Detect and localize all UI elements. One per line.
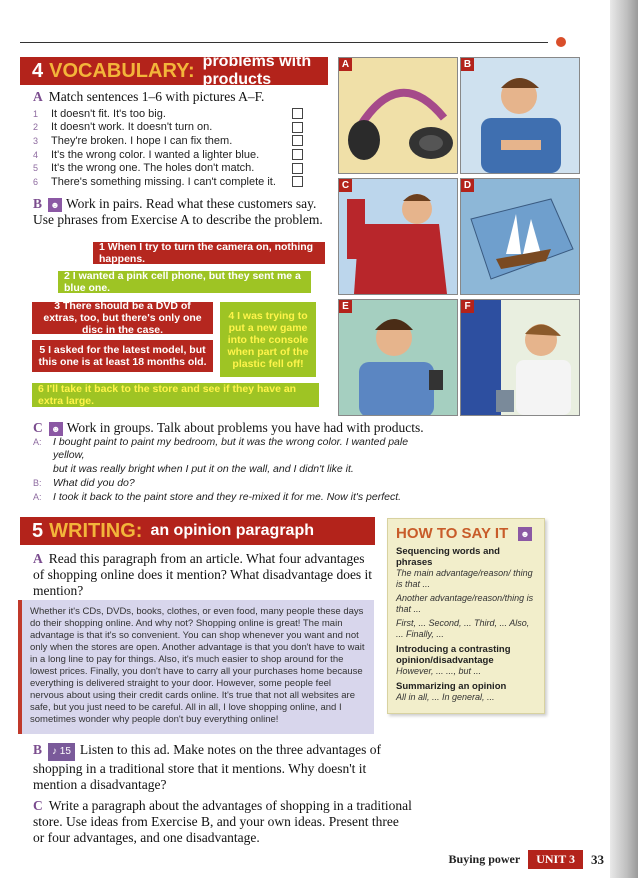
picture-c [338,178,458,295]
page-footer [449,850,604,869]
exercise-letter: A [33,89,43,104]
picture-e [338,299,458,416]
dialog-text: I took it back to the paint store and they re-mixed it for me. Now it's perfect. [53,491,402,503]
box-phrase: The main advantage/reason/ thing is that ... [396,568,533,589]
picture-label: F [461,300,474,313]
dialog-line [33,436,433,462]
box-title: HOW TO SAY IT [396,525,509,542]
box-subheading: Sequencing words and phrases [396,546,500,568]
box-phrase: Another advantage/reason/thing is that ... [396,593,534,614]
confused-person-illustration [339,300,457,415]
painting-woman-illustration [461,300,579,415]
dialog-line [33,491,433,504]
item-number: 4 [33,149,39,160]
speech-bubble-2: 2 I wanted a pink cell phone, but they sent me a blue one. [58,271,311,293]
example-dialog [33,436,433,505]
item-number: 5 [33,163,39,174]
exercise-letter: A [33,551,43,566]
list-item [33,121,303,135]
sweater-illustration [339,179,457,294]
exercise-4b [33,196,343,228]
exercise-instruction: Write a paragraph about the advantages of shopping in a traditional store. Use ideas from Exercise B, and your own ideas. Present three or four advantages, and one disadvantage. [33,798,412,845]
list-item [33,161,303,175]
item-text: There's something missing. I can't complete it. [51,175,276,188]
box-subheading: Introducing a contrasting opinion/disadvantage [396,644,511,666]
section-number: 5 [32,519,44,542]
answer-checkbox[interactable] [292,135,303,146]
exercise-instruction-line-1: Work in pairs. Read what these customers say. [66,196,317,211]
speech-bubble-6: 6 I'll take it back to the store and see if they have an extra large. [32,383,319,407]
exercise-5a [33,551,373,599]
picture-f [460,299,580,416]
picture-label: E [339,300,352,313]
picture-label: A [339,58,352,71]
headphones-illustration [339,58,457,173]
speech-bubble-4: 4 I was trying to put a new game into the console when part of the plastic fell off! [220,302,316,377]
speech-bubble-5: 5 I asked for the latest model, but this one is at least 18 months old. [32,340,213,372]
dialog-text: I bought paint to paint my bedroom, but it was the wrong color. I wanted pale yellow, [53,436,409,461]
exercise-letter: B [33,196,43,211]
puzzle-illustration [461,179,579,294]
item-number: 2 [33,122,39,133]
answer-checkbox[interactable] [292,176,303,187]
exercise-instruction-line-2: Use phrases from Exercise A to describe the problem. [33,212,323,227]
top-dot [556,37,566,47]
article-paragraph: Whether it's CDs, DVDs, books, clothes, or even food, many people these days do their shopping online. And why not? Shopping online is great! The main advantage is that it's so convenient. You can shop whenever you want and not only when the stores are open. Another advantage is that you don't have to wait in a long line to pay for things. Also, it's much easier to shop around for the lowest prices. Finally, you don't have to carry all your purchases home because everything is delivered straight to your door. However, some people feel nervous about using their credit cards online. It's true that not all websites are safe, but you just need to be careful. All in all, I love shopping online, and I sometimes wonder why people don't buy everything online! [18,600,374,734]
match-list [33,107,303,189]
section-4-banner [20,53,328,88]
exercise-instruction: Listen to this ad. Make notes on the three advantages of shopping in a traditional store that it mentions. Why doesn't it mention a disadvantage? [33,742,381,792]
exercise-letter: C [33,420,43,435]
answer-checkbox[interactable] [292,149,303,160]
list-item [33,175,303,189]
item-text: It doesn't work. It doesn't turn on. [51,121,213,134]
item-text: It's the wrong one. The holes don't match. [51,162,255,175]
section-keyword: VOCABULARY: [49,59,195,82]
top-rule [20,42,548,43]
box-phrase: First, ... Second, ... Third, ... Also, ... Finally, ... [396,618,530,639]
answer-checkbox[interactable] [292,163,303,174]
list-item [33,107,303,121]
list-item [33,134,303,148]
exercise-5c [33,798,413,846]
audio-track-badge[interactable] [48,743,75,761]
section-subtitle: problems with products [202,53,312,88]
item-number: 3 [33,135,39,146]
exercise-instruction: Match sentences 1–6 with pictures A–F. [48,89,265,104]
exercise-instruction: Work in groups. Talk about problems you have had with products. [66,420,424,435]
answer-checkbox[interactable] [292,108,303,119]
picture-label: D [461,179,474,192]
dialog-text: What did you do? [53,477,135,489]
speaker [33,463,53,476]
picture-label: C [339,179,352,192]
item-text: They're broken. I hope I can fix them. [51,134,233,147]
dialog-line [33,477,433,490]
box-subheading: Summarizing an opinion [396,681,507,692]
section-5-banner [20,517,375,545]
exercise-instruction: Read this paragraph from an article. What four advantages of shopping online does it mention? What disadvantage does it mention? [33,551,373,598]
speaker: A: [33,492,42,502]
exercise-letter: C [33,798,43,813]
item-text: It's the wrong color. I wanted a lighter blue. [51,148,260,161]
exercise-4a [33,89,333,105]
how-to-say-it-header [396,525,536,542]
exercise-5b [33,742,413,793]
speech-bubble-1: 1 When I try to turn the camera on, nothing happens. [93,242,325,264]
section-subtitle: an opinion paragraph [150,522,314,539]
section-keyword: WRITING: [49,519,143,542]
picture-label: B [461,58,474,71]
box-phrase: All in all, ... In general, ... [396,692,495,702]
item-number: 1 [33,108,39,119]
dialog-text: but it was really bright when I put it on the wall, and I didn't like it. [53,463,354,475]
how-to-say-it-box [387,518,545,714]
picture-d [460,178,580,295]
group-work-icon: ☻ [49,422,63,436]
box-phrase: However, ... ..., but ... [396,666,482,676]
unit-badge: UNIT 3 [528,850,583,869]
item-number: 6 [33,176,39,187]
pair-work-icon: ☻ [48,198,62,212]
item-text: It doesn't fit. It's too big. [51,107,166,120]
speaker: B: [33,478,42,488]
speaker: A: [33,437,42,447]
page-number: 33 [591,851,604,867]
unit-title: Buying power [448,852,521,866]
exercise-letter: B [33,742,43,757]
audio-icon: ♪ [52,746,58,757]
exercise-4c [33,420,453,436]
answer-checkbox[interactable] [292,122,303,133]
person-fixing-illustration [461,58,579,173]
book-spine [610,0,638,878]
picture-a [338,57,458,174]
picture-b [460,57,580,174]
dialog-line [33,463,433,476]
pair-work-icon: ☻ [518,527,532,541]
speech-bubble-3: 3 There should be a DVD of extras, too, but there's only one disc in the case. [32,302,213,334]
section-number: 4 [32,59,44,82]
track-number: 15 [59,746,71,757]
list-item [33,148,303,162]
